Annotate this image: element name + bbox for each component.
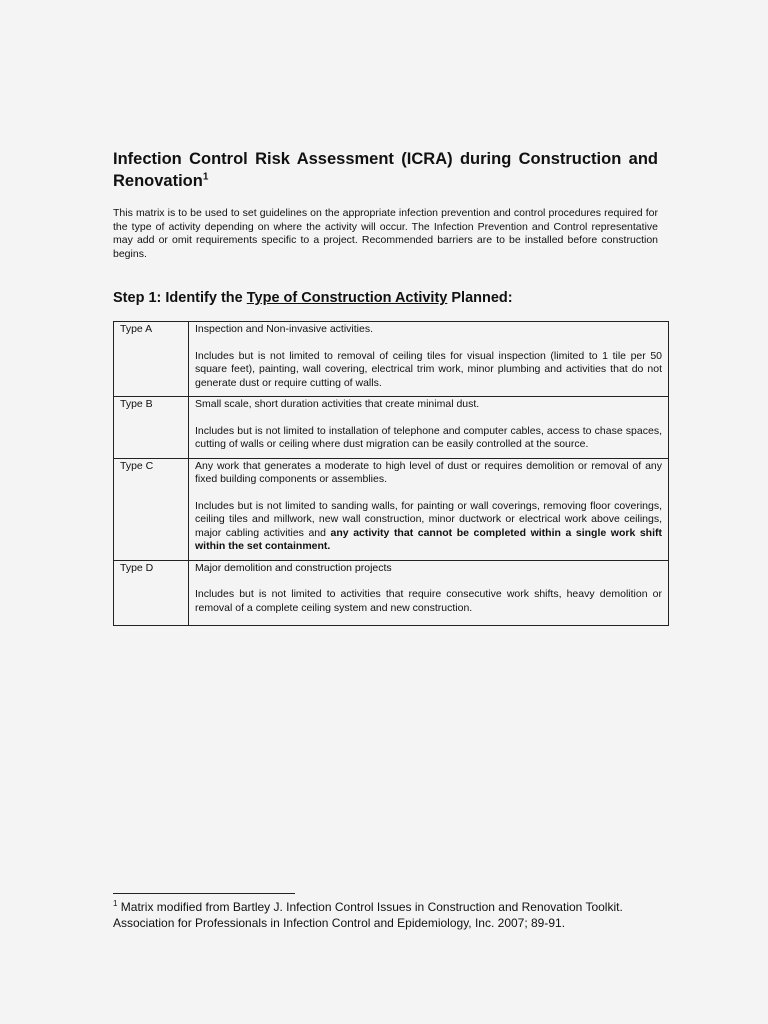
- type-summary: Small scale, short duration activities that create minimal dust.: [195, 398, 480, 410]
- type-details: [195, 425, 662, 452]
- footnote-divider: [113, 893, 295, 894]
- type-details-text: Includes but is not limited to removal of ceiling tiles for visual inspection (limited to 1 tile per 50 square feet), painting, wall covering, electrical trim work, minor plumbing and activities that do not generate dust or require cutting of walls.: [195, 349, 662, 389]
- type-details: [195, 588, 662, 615]
- type-description: [189, 560, 669, 626]
- footnote-text: Matrix modified from Bartley J. Infection Control Issues in Construction and Renovation Toolkit. Association for Professionals in Infection Control and Epidemiology, Inc. 2007; 89-91.: [113, 900, 623, 930]
- table-row: [114, 397, 669, 459]
- table-row: [114, 560, 669, 626]
- type-details: [195, 350, 662, 391]
- type-details-text: Includes but is not limited to sanding walls, for painting or wall coverings, removing floor coverings, ceiling tiles and millwork, new wall construction, minor ductwork or electrical work above ceilings, major cabling activities and: [195, 499, 662, 539]
- footnote-mark: 1: [113, 899, 118, 908]
- type-summary: Inspection and Non-invasive activities.: [195, 323, 374, 335]
- type-summary: Any work that generates a moderate to high level of dust or requires demolition or removal of any fixed building components or assemblies.: [195, 459, 662, 485]
- type-label: Type D: [114, 560, 189, 626]
- intro-paragraph: This matrix is to be used to set guidelines on the appropriate infection prevention and control procedures required for the type of activity depending on where the activity will occur. The Infection Prevention and Control representative may add or omit requirements specific to a project. Recommended barriers are to be installed before construction begins.: [113, 207, 658, 260]
- title-footnote-mark: 1: [202, 171, 209, 183]
- document-title: [113, 148, 658, 192]
- construction-type-table: [113, 321, 669, 626]
- type-details-bold: any activity that cannot be completed within a single work shift within the set containment.: [195, 526, 662, 552]
- type-label: Type B: [114, 397, 189, 459]
- footnote: [113, 899, 673, 931]
- step-1-suffix: Planned:: [447, 290, 513, 306]
- type-details: [195, 500, 662, 554]
- type-summary: Major demolition and construction projects: [195, 561, 392, 574]
- step-1-prefix: Step 1: Identify the: [113, 290, 247, 306]
- step-1-heading: [113, 288, 673, 308]
- type-label: Type C: [114, 458, 189, 560]
- type-details-text: Includes but is not limited to installation of telephone and computer cables, access to chase spaces, cutting of walls or ceiling where dust migration can be easily controlled at the source.: [195, 424, 662, 450]
- title-text: Infection Control Risk Assessment (ICRA) during Construction and Renovation: [113, 150, 658, 190]
- type-details-text: Includes but is not limited to activities that require consecutive work shifts, heavy demolition or removal of a complete ceiling system and new construction.: [195, 588, 662, 614]
- type-label: Type A: [114, 322, 189, 397]
- type-description: [189, 397, 669, 459]
- table-row: [114, 322, 669, 397]
- step-1-underlined: Type of Construction Activity: [246, 290, 448, 306]
- type-description: [189, 322, 669, 397]
- type-description: [189, 458, 669, 560]
- table-row: [114, 458, 669, 560]
